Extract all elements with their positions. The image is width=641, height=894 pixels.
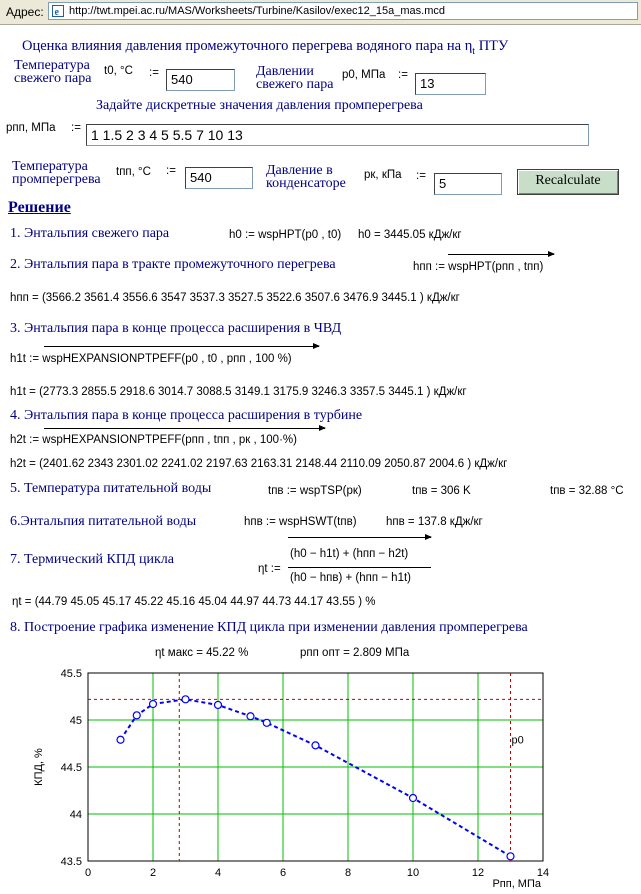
- h0-formula: h0 := wspHPT(p0 , t0): [229, 229, 342, 241]
- assign-sign: :=: [71, 122, 81, 134]
- x-tick-label: 6: [279, 867, 287, 879]
- section-3-title: 3. Энтальпия пара в конце процесса расширения в ЧВД: [10, 321, 342, 336]
- page-title: Оценка влияния давления промежуточного перегрева водяного пара на $\eta_t$ ПТУ: [22, 38, 509, 57]
- t0-symbol: t0, °C: [104, 65, 133, 77]
- y-tick-label: 43.5: [60, 856, 82, 868]
- assign-sign: :=: [416, 170, 426, 182]
- fraction-bar: [288, 567, 431, 568]
- h1t-formula: h1t := wspHEXPANSIONPTPEFF(p0 , t0 , pпп , 100 %): [10, 353, 292, 365]
- x-tick-label: 10: [406, 867, 420, 879]
- x-tick-label: 14: [536, 867, 550, 879]
- p0-input[interactable]: 13: [415, 73, 486, 95]
- solution-heading: Решение: [8, 199, 71, 216]
- p0-annotation: p0: [511, 734, 524, 747]
- eta-denominator: (h0 − hпв) + (hпп − h1t): [290, 572, 411, 584]
- data-point: [215, 701, 222, 708]
- pk-symbol: pк, кПа: [364, 169, 402, 181]
- y-axis-label: КПД, %: [33, 748, 45, 786]
- x-tick-label: 4: [214, 867, 222, 879]
- t0-input[interactable]: 540: [166, 69, 235, 91]
- tpp-input[interactable]: 540: [185, 167, 253, 189]
- eta-max: ηt макс = 45.22 %: [155, 647, 249, 659]
- assign-sign: :=: [398, 69, 408, 81]
- vectorize-arrow: [288, 537, 431, 538]
- t0-label: Температура свежего пара: [14, 58, 92, 86]
- assign-sign: :=: [149, 67, 159, 79]
- address-label: Адрес:: [6, 5, 44, 19]
- y-tick-label: 44: [69, 809, 82, 821]
- address-bar: [0, 0, 641, 25]
- ppp-symbol: pпп, МПа: [6, 122, 56, 134]
- address-url: http://twt.mpei.ac.ru/MAS/Worksheets/Turbine/Kasilov/exec12_15a_mas.mcd: [69, 5, 445, 17]
- section-6-title: 6.Энтальпия питательной воды: [10, 514, 197, 529]
- data-point: [410, 795, 417, 802]
- hpv-result: hпв = 137.8 кДж/кг: [386, 516, 483, 528]
- x-tick-label: 2: [149, 867, 157, 879]
- h0-result: h0 = 3445.05 кДж/кг: [358, 229, 462, 241]
- p0-label: Давлении свежего пара: [256, 64, 334, 92]
- ppp-input[interactable]: 1 1.5 2 3 4 5 5.5 7 10 13: [86, 124, 589, 146]
- section-2-title: 2. Энтальпия пара в тракте промежуточного перегрева: [10, 257, 336, 272]
- data-point: [117, 736, 124, 743]
- p-opt: pпп опт = 2.809 МПа: [300, 647, 410, 659]
- section-4-title: 4. Энтальпия пара в конце процесса расширения в турбине: [10, 408, 363, 423]
- section-1-title: 1. Энтальпия свежего пара: [10, 226, 170, 241]
- data-point: [312, 742, 319, 749]
- data-point: [507, 853, 514, 860]
- x-tick-label: 8: [344, 867, 352, 879]
- y-tick-label: 45.5: [60, 668, 82, 680]
- p0-symbol: p0, МПа: [342, 69, 386, 81]
- hpv-formula: hпв := wspHSWT(tпв): [244, 516, 357, 528]
- pk-label: Давление в конденсаторе: [266, 163, 346, 191]
- data-point: [263, 719, 270, 726]
- browser-page-icon: [52, 5, 64, 17]
- h1t-result: h1t = (2773.3 2855.5 2918.6 3014.7 3088.5 3149.1 3175.9 3246.3 3357.5 3445.1 ) кДж/кг: [10, 386, 467, 398]
- tpv-formula: tпв := wspTSP(pк): [268, 485, 362, 497]
- efficiency-chart: [0, 660, 641, 894]
- eta-lhs: ηt :=: [258, 563, 281, 575]
- section-7-title: 7. Термический КПД цикла: [10, 552, 174, 567]
- vectorize-arrow: [44, 346, 319, 347]
- tpv-result-c: tпв = 32.88 °C: [550, 485, 624, 497]
- x-tick-label: 0: [84, 867, 92, 879]
- tpv-result-k: tпв = 306 K: [412, 485, 471, 497]
- pk-input[interactable]: 5: [434, 173, 502, 195]
- eta-result: ηt = (44.79 45.05 45.17 45.22 45.16 45.04 44.97 44.73 44.17 43.55 ) %: [12, 596, 376, 608]
- data-point: [150, 701, 157, 708]
- data-point: [247, 713, 254, 720]
- address-input[interactable]: [48, 2, 638, 20]
- svg-text:e: e: [54, 7, 59, 17]
- vectorize-arrow: [448, 254, 554, 255]
- data-point: [133, 712, 140, 719]
- h2t-result: h2t = (2401.62 2343 2301.02 2241.02 2197.63 2163.31 2148.44 2110.09 2050.87 2004.6 ) кДж/кг: [10, 458, 508, 470]
- section-8-title: 8. Построение графика изменение КПД цикла при изменении давления промперегрева: [10, 620, 528, 635]
- tpp-label: Температура промперегрева: [12, 159, 101, 187]
- x-tick-label: 12: [471, 867, 485, 879]
- data-point: [182, 696, 189, 703]
- y-tick-label: 45: [69, 715, 82, 727]
- recalculate-button[interactable]: Recalculate: [517, 169, 619, 195]
- dpp-heading: Задайте дискретные значения давления промперегрева: [96, 98, 423, 113]
- y-tick-label: 44.5: [60, 762, 82, 774]
- x-axis-label: Pпп, МПа: [492, 878, 541, 890]
- section-5-title: 5. Температура питательной воды: [10, 481, 212, 496]
- h2t-formula: h2t := wspHEXPANSIONPTPEFF(pпп , tпп , pк , 100·%): [10, 434, 297, 446]
- assign-sign: :=: [166, 165, 176, 177]
- hpp-result: hпп = (3566.2 3561.4 3556.6 3547 3537.3 3527.5 3522.6 3507.6 3476.9 3445.1 ) кДж/кг: [10, 292, 460, 304]
- hpp-formula: hпп := wspHPT(pпп , tпп): [413, 261, 544, 273]
- eta-numerator: (h0 − h1t) + (hпп − h2t): [290, 548, 409, 560]
- vectorize-arrow: [44, 428, 325, 429]
- tpp-symbol: tпп, °C: [116, 166, 151, 178]
